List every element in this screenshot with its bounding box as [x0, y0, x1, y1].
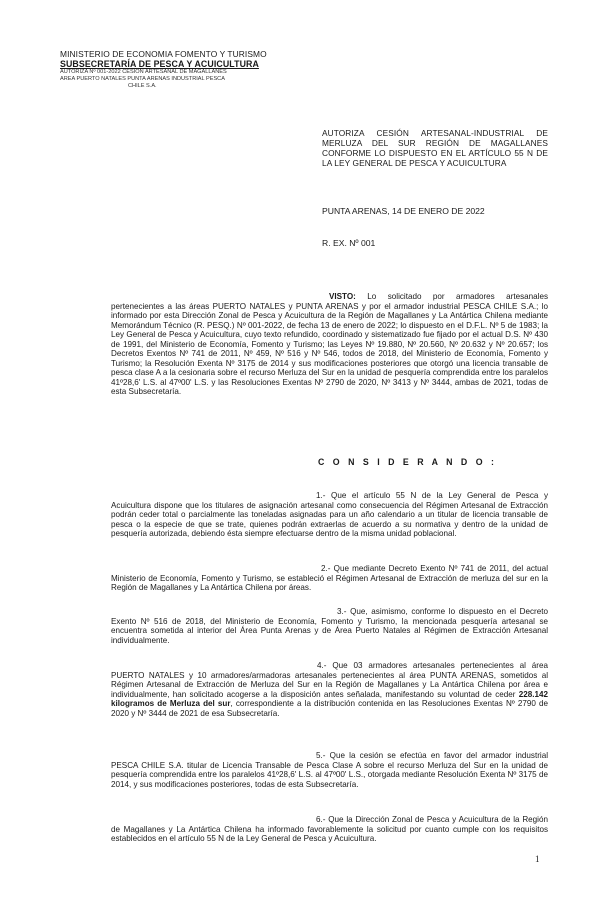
considerando-text: , correspondiente a la distribución contenida en las Resoluciones Exentas Nº 2790 de 2020 y Nº 3444 de 2021 de esa Subsecretaría.: [111, 699, 548, 718]
considerando-text: 1.- Que el artículo 55 N de la Ley General de Pesca y Acuicultura dispone que los titulares de asignación artesanal como consecuencia del Régimen Artesanal de Extracción podrán ceder total o parcialmente las toneladas asignadas para un año calendario a un titular de licencia transable de pesca o la especie de que se trate, quienes podrán extraerlas de acuerdo a su normativa y dentro de la unidad de pesquería autorizada, debiendo ésta siempre efectuarse dentro de la misma unidad poblacional.: [111, 491, 548, 538]
considerando-item: [111, 815, 548, 844]
considerando-text: 3.- Que, asimismo, conforme lo dispuesto en el Decreto Exento Nº 516 de 2018, del Ministerio de Economía, Fomento y Turismo, la mencionada pesquería artesanal se encuentra sometida al interior del Área Punta Arenas y de Área Puerto Natales al Régimen de Extracción Artesanal individualmente.: [111, 607, 548, 645]
resolution-number: R. EX. Nº 001: [322, 238, 376, 248]
considerando-item: [111, 751, 548, 789]
reference-line: CHILE S.A.: [128, 83, 157, 89]
place-and-date: PUNTA ARENAS, 14 DE ENERO DE 2022: [322, 206, 485, 216]
ceded-quantity: 228.142 kilogramos de Merluza del sur: [111, 689, 548, 708]
resolution-summary: AUTORIZA CESIÓN ARTESANAL-INDUSTRIAL DE MERLUZA DEL SUR REGIÓN DE MAGALLANES CONFORME LO DISPUESTO EN EL ARTÍCULO 55 N DE LA LEY GENERAL DE PESCA Y ACUICULTURA: [322, 128, 548, 168]
considerando-item: [111, 661, 548, 718]
visto-paragraph: [111, 292, 548, 397]
subsecretaria-name: SUBSECRETARÍA DE PESCA Y ACUICULTURA: [60, 59, 259, 69]
considerando-heading: C O N S I D E R A N D O :: [318, 457, 497, 467]
reference-line: AUTORIZA Nº 001-2022 CESIÓN ARTESANAL DE MAGALLANES: [60, 69, 227, 75]
considerando-text: 4.- Que 03 armadores artesanales pertenecientes al área PUERTO NATALES y 10 armadores/armadoras artesanales pertenecientes al área PUNTA ARENAS, sometidos al Régimen Artesanal de Extracción de Merluza del Sur en la Región de Magallanes y La Antártica Chilena por área e individualmente, han solicitado acogerse a la disposición antes señalada, manifestando su voluntad de ceder: [111, 661, 548, 699]
letterhead: [60, 49, 267, 90]
considerando-text: 5.- Que la cesión se efectúa en favor del armador industrial PESCA CHILE S.A. titular de Licencia Transable de Pesca Clase A sobre el recurso Merluza del Sur en la unidad de pesquería comprendida entre los paralelos 41º28,6' L.S. al 47º00' L.S., otorgada mediante Resolución Exenta Nº 3175 de 2014, y sus modificaciones posteriores, todas de esta Subsecretaría.: [111, 751, 548, 789]
ministry-name: MINISTERIO DE ECONOMIA FOMENTO Y TURISMO: [60, 49, 267, 59]
reference-line: AREA PUERTO NATALES PUNTA ARENAS INDUSTRIAL PESCA: [60, 76, 225, 82]
considerando-item: [111, 607, 548, 645]
considerando-item: [111, 491, 548, 539]
considerando-item: [111, 564, 548, 593]
considerando-text: 6.- Que la Dirección Zonal de Pesca y Acuicultura de la Región de Magallanes y La Antártica Chilena ha informado favorablemente la solicitud por cuanto cumple con los requisitos establecidos en el artículo 55 N de la Ley General de Pesca y Acuicultura.: [111, 815, 548, 843]
visto-text: Lo solicitado por armadores artesanales pertenecientes a las áreas PUERTO NATALES y PUNTA ARENAS y por el armador industrial PESCA CHILE S.A.; lo informado por esta Dirección Zonal de Pesca y Acuicultura de la Región de Magallanes y La Antártica Chilena mediante Memorándum Técnico (R. PESQ.) Nº 001-2022, de fecha 13 de enero de 2022; lo dispuesto en el D.F.L. Nº 5 de 1983; la Ley General de Pesca y Acuicultura, cuyo texto refundido, coordinado y sistematizado fue fijado por el actual D.S. Nº 430 de 1991, del Ministerio de Economía, Fomento y Turismo; las Leyes Nº 19.880, Nº 20.560, Nº 20.632 y Nº 20.657; los Decretos Exentos Nº 741 de 2011, Nº 459, Nº 516 y Nº 546, todos de 2018, del Ministerio de Economía, Fomento y Turismo; la Resolución Exenta Nº 3175 de 2014 y sus modificaciones posteriores que otorgó una licencia transable de pesca clase A a la cesionaria sobre el recurso Merluza del Sur en la unidad de pesquería comprendida entre los paralelos 41º28,6' L.S. al 47º00' L.S. y las Resoluciones Exentas Nº 2790 de 2020, Nº 3413 y Nº 3444, ambas de 2021, todas de esta Subsecretaría.: [111, 292, 548, 396]
visto-label: VISTO:: [329, 292, 356, 301]
page-number: 1: [535, 854, 540, 864]
considerando-text: 2.- Que mediante Decreto Exento Nº 741 de 2011, del actual Ministerio de Economía, Fomento y Turismo, se estableció el Régimen Artesanal de Extracción de merluza del sur en la Región de Magallanes y La Antártica Chilena por áreas.: [111, 564, 548, 592]
